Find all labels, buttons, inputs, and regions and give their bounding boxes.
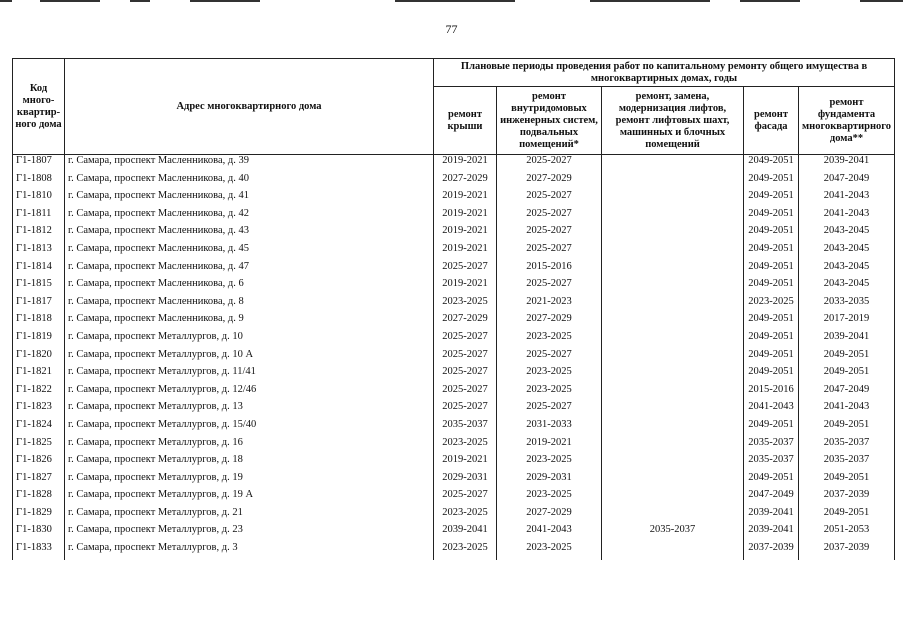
cell-code: Г1-1822 [13, 384, 65, 402]
header-roof: ремонт крыши [434, 87, 497, 155]
cell-elevators [602, 173, 744, 191]
table-row [13, 173, 895, 191]
cell-code: Г1-1823 [13, 401, 65, 419]
cell-engineering: 2041-2043 [497, 524, 602, 542]
cell-foundation: 2041-2043 [799, 190, 895, 208]
cell-address: г. Самара, проспект Металлургов, д. 10 А [65, 349, 434, 367]
cell-elevators [602, 472, 744, 490]
cell-address: г. Самара, проспект Металлургов, д. 23 [65, 524, 434, 542]
cell-facade: 2035-2037 [744, 437, 799, 455]
cell-elevators [602, 278, 744, 296]
header-address: Адрес многоквартирного дома [65, 59, 434, 155]
cell-foundation: 2041-2043 [799, 208, 895, 226]
cell-elevators [602, 313, 744, 331]
cell-facade: 2049-2051 [744, 366, 799, 384]
cell-facade: 2049-2051 [744, 190, 799, 208]
cell-foundation: 2033-2035 [799, 296, 895, 314]
cell-elevators [602, 331, 744, 349]
cell-roof: 2023-2025 [434, 507, 497, 525]
cell-elevators [602, 261, 744, 279]
table-row [13, 190, 895, 208]
cell-roof: 2035-2037 [434, 419, 497, 437]
cell-engineering: 2023-2025 [497, 366, 602, 384]
cell-code: Г1-1819 [13, 331, 65, 349]
cell-roof: 2025-2027 [434, 261, 497, 279]
table-row [13, 507, 895, 525]
table-row [13, 472, 895, 490]
cell-address: г. Самара, проспект Металлургов, д. 11/41 [65, 366, 434, 384]
cell-facade: 2047-2049 [744, 489, 799, 507]
cell-foundation: 2049-2051 [799, 349, 895, 367]
cell-foundation: 2039-2041 [799, 155, 895, 173]
cell-address: г. Самара, проспект Масленникова, д. 45 [65, 243, 434, 261]
cell-engineering: 2027-2029 [497, 313, 602, 331]
cell-code: Г1-1833 [13, 542, 65, 560]
cell-engineering: 2027-2029 [497, 507, 602, 525]
capital-repair-table [12, 58, 895, 560]
cell-address: г. Самара, проспект Масленникова, д. 9 [65, 313, 434, 331]
table-row [13, 331, 895, 349]
cell-roof: 2025-2027 [434, 489, 497, 507]
cell-foundation: 2047-2049 [799, 173, 895, 191]
table-row [13, 366, 895, 384]
header-foundation: ремонт фундамента многоквартирного дома** [799, 87, 895, 155]
cell-foundation: 2043-2045 [799, 225, 895, 243]
cell-code: Г1-1829 [13, 507, 65, 525]
cell-elevators [602, 419, 744, 437]
cell-engineering: 2025-2027 [497, 190, 602, 208]
cell-code: Г1-1808 [13, 173, 65, 191]
cell-code: Г1-1807 [13, 155, 65, 173]
cell-roof: 2025-2027 [434, 366, 497, 384]
cell-address: г. Самара, проспект Масленникова, д. 42 [65, 208, 434, 226]
cell-foundation: 2049-2051 [799, 472, 895, 490]
cell-facade: 2049-2051 [744, 313, 799, 331]
cell-address: г. Самара, проспект Масленникова, д. 41 [65, 190, 434, 208]
cell-address: г. Самара, проспект Масленникова, д. 6 [65, 278, 434, 296]
cell-foundation: 2051-2053 [799, 524, 895, 542]
cell-facade: 2049-2051 [744, 472, 799, 490]
cell-foundation: 2037-2039 [799, 489, 895, 507]
cell-facade: 2049-2051 [744, 173, 799, 191]
table-row [13, 524, 895, 542]
cell-roof: 2019-2021 [434, 243, 497, 261]
cell-roof: 2027-2029 [434, 173, 497, 191]
cell-roof: 2025-2027 [434, 349, 497, 367]
cell-address: г. Самара, проспект Масленникова, д. 8 [65, 296, 434, 314]
cell-code: Г1-1826 [13, 454, 65, 472]
cell-engineering: 2027-2029 [497, 173, 602, 191]
cell-foundation: 2035-2037 [799, 454, 895, 472]
cell-address: г. Самара, проспект Металлургов, д. 21 [65, 507, 434, 525]
cell-elevators [602, 243, 744, 261]
cell-roof: 2019-2021 [434, 225, 497, 243]
cell-facade: 2049-2051 [744, 208, 799, 226]
cell-code: Г1-1824 [13, 419, 65, 437]
cell-engineering: 2025-2027 [497, 401, 602, 419]
cell-elevators [602, 208, 744, 226]
cell-code: Г1-1811 [13, 208, 65, 226]
table-row [13, 261, 895, 279]
cell-code: Г1-1820 [13, 349, 65, 367]
table-row [13, 278, 895, 296]
cell-code: Г1-1812 [13, 225, 65, 243]
cell-facade: 2041-2043 [744, 401, 799, 419]
table-row [13, 384, 895, 402]
cell-facade: 2049-2051 [744, 331, 799, 349]
cell-facade: 2049-2051 [744, 419, 799, 437]
header-code: Код много-квартир-ного дома [13, 59, 65, 155]
cell-facade: 2049-2051 [744, 225, 799, 243]
cell-roof: 2023-2025 [434, 296, 497, 314]
cell-code: Г1-1815 [13, 278, 65, 296]
cell-address: г. Самара, проспект Масленникова, д. 39 [65, 155, 434, 173]
cell-address: г. Самара, проспект Металлургов, д. 15/40 [65, 419, 434, 437]
table-row [13, 313, 895, 331]
cell-roof: 2039-2041 [434, 524, 497, 542]
cell-foundation: 2035-2037 [799, 437, 895, 455]
cell-foundation: 2049-2051 [799, 419, 895, 437]
cell-facade: 2049-2051 [744, 278, 799, 296]
cell-engineering: 2025-2027 [497, 349, 602, 367]
cell-elevators [602, 542, 744, 560]
cell-foundation: 2037-2039 [799, 542, 895, 560]
cell-elevators [602, 155, 744, 173]
cell-foundation: 2043-2045 [799, 278, 895, 296]
cell-facade: 2039-2041 [744, 507, 799, 525]
table-row [13, 243, 895, 261]
table-row [13, 349, 895, 367]
cell-facade: 2015-2016 [744, 384, 799, 402]
cell-elevators [602, 384, 744, 402]
table-row [13, 419, 895, 437]
cell-address: г. Самара, проспект Металлургов, д. 19 [65, 472, 434, 490]
table-row [13, 489, 895, 507]
cell-elevators: 2035-2037 [602, 524, 744, 542]
cell-elevators [602, 489, 744, 507]
cell-elevators [602, 349, 744, 367]
table-row [13, 542, 895, 560]
header-engineering: ремонт внутридомовых инженерных систем, подвальных помещений* [497, 87, 602, 155]
cell-facade: 2049-2051 [744, 155, 799, 173]
table-row [13, 155, 895, 173]
table-row [13, 296, 895, 314]
cell-address: г. Самара, проспект Металлургов, д. 13 [65, 401, 434, 419]
page-number: 77 [445, 22, 458, 36]
cell-engineering: 2015-2016 [497, 261, 602, 279]
cell-address: г. Самара, проспект Металлургов, д. 10 [65, 331, 434, 349]
table-row [13, 454, 895, 472]
cell-engineering: 2019-2021 [497, 437, 602, 455]
cell-roof: 2025-2027 [434, 331, 497, 349]
cell-foundation: 2041-2043 [799, 401, 895, 419]
cell-address: г. Самара, проспект Масленникова, д. 47 [65, 261, 434, 279]
cell-engineering: 2025-2027 [497, 155, 602, 173]
cell-elevators [602, 296, 744, 314]
cell-engineering: 2023-2025 [497, 454, 602, 472]
header-facade: ремонт фасада [744, 87, 799, 155]
cell-engineering: 2023-2025 [497, 331, 602, 349]
cell-foundation: 2049-2051 [799, 366, 895, 384]
table-body [13, 155, 895, 560]
cell-address: г. Самара, проспект Металлургов, д. 3 [65, 542, 434, 560]
cell-code: Г1-1825 [13, 437, 65, 455]
cell-engineering: 2023-2025 [497, 489, 602, 507]
cell-engineering: 2021-2023 [497, 296, 602, 314]
cell-engineering: 2025-2027 [497, 225, 602, 243]
cell-address: г. Самара, проспект Металлургов, д. 19 А [65, 489, 434, 507]
cell-address: г. Самара, проспект Металлургов, д. 18 [65, 454, 434, 472]
table-row [13, 401, 895, 419]
table-row [13, 437, 895, 455]
cell-facade: 2037-2039 [744, 542, 799, 560]
cell-code: Г1-1830 [13, 524, 65, 542]
cell-engineering: 2023-2025 [497, 384, 602, 402]
cell-elevators [602, 190, 744, 208]
cell-roof: 2025-2027 [434, 384, 497, 402]
cell-foundation: 2043-2045 [799, 243, 895, 261]
header-periods-group: Плановые периоды проведения работ по капитальному ремонту общего имущества в многоквартирных домах, годы [434, 59, 895, 87]
cell-roof: 2025-2027 [434, 401, 497, 419]
cell-roof: 2019-2021 [434, 278, 497, 296]
cell-code: Г1-1814 [13, 261, 65, 279]
cell-code: Г1-1828 [13, 489, 65, 507]
cell-engineering: 2023-2025 [497, 542, 602, 560]
cell-facade: 2035-2037 [744, 454, 799, 472]
cell-code: Г1-1821 [13, 366, 65, 384]
cell-facade: 2049-2051 [744, 349, 799, 367]
table-row [13, 208, 895, 226]
cell-facade: 2049-2051 [744, 243, 799, 261]
cell-foundation: 2039-2041 [799, 331, 895, 349]
cell-foundation: 2049-2051 [799, 507, 895, 525]
cell-engineering: 2031-2033 [497, 419, 602, 437]
cell-roof: 2019-2021 [434, 454, 497, 472]
cell-elevators [602, 507, 744, 525]
cell-engineering: 2029-2031 [497, 472, 602, 490]
cell-foundation: 2017-2019 [799, 313, 895, 331]
cell-code: Г1-1813 [13, 243, 65, 261]
cell-roof: 2019-2021 [434, 208, 497, 226]
scan-top-edge [0, 0, 903, 3]
cell-address: г. Самара, проспект Металлургов, д. 12/46 [65, 384, 434, 402]
cell-elevators [602, 225, 744, 243]
cell-roof: 2027-2029 [434, 313, 497, 331]
cell-facade: 2039-2041 [744, 524, 799, 542]
cell-engineering: 2025-2027 [497, 208, 602, 226]
cell-elevators [602, 366, 744, 384]
cell-code: Г1-1818 [13, 313, 65, 331]
cell-roof: 2019-2021 [434, 190, 497, 208]
cell-foundation: 2043-2045 [799, 261, 895, 279]
cell-code: Г1-1817 [13, 296, 65, 314]
cell-elevators [602, 401, 744, 419]
cell-foundation: 2047-2049 [799, 384, 895, 402]
cell-elevators [602, 437, 744, 455]
cell-roof: 2023-2025 [434, 542, 497, 560]
cell-code: Г1-1827 [13, 472, 65, 490]
cell-address: г. Самара, проспект Масленникова, д. 43 [65, 225, 434, 243]
cell-roof: 2023-2025 [434, 437, 497, 455]
cell-address: г. Самара, проспект Масленникова, д. 40 [65, 173, 434, 191]
cell-engineering: 2025-2027 [497, 278, 602, 296]
cell-roof: 2029-2031 [434, 472, 497, 490]
cell-facade: 2023-2025 [744, 296, 799, 314]
table-row [13, 225, 895, 243]
cell-facade: 2049-2051 [744, 261, 799, 279]
cell-code: Г1-1810 [13, 190, 65, 208]
cell-elevators [602, 454, 744, 472]
cell-roof: 2019-2021 [434, 155, 497, 173]
cell-engineering: 2025-2027 [497, 243, 602, 261]
header-elevators: ремонт, замена, модернизация лифтов, ремонт лифтовых шахт, машинных и блочных помещений [602, 87, 744, 155]
cell-address: г. Самара, проспект Металлургов, д. 16 [65, 437, 434, 455]
